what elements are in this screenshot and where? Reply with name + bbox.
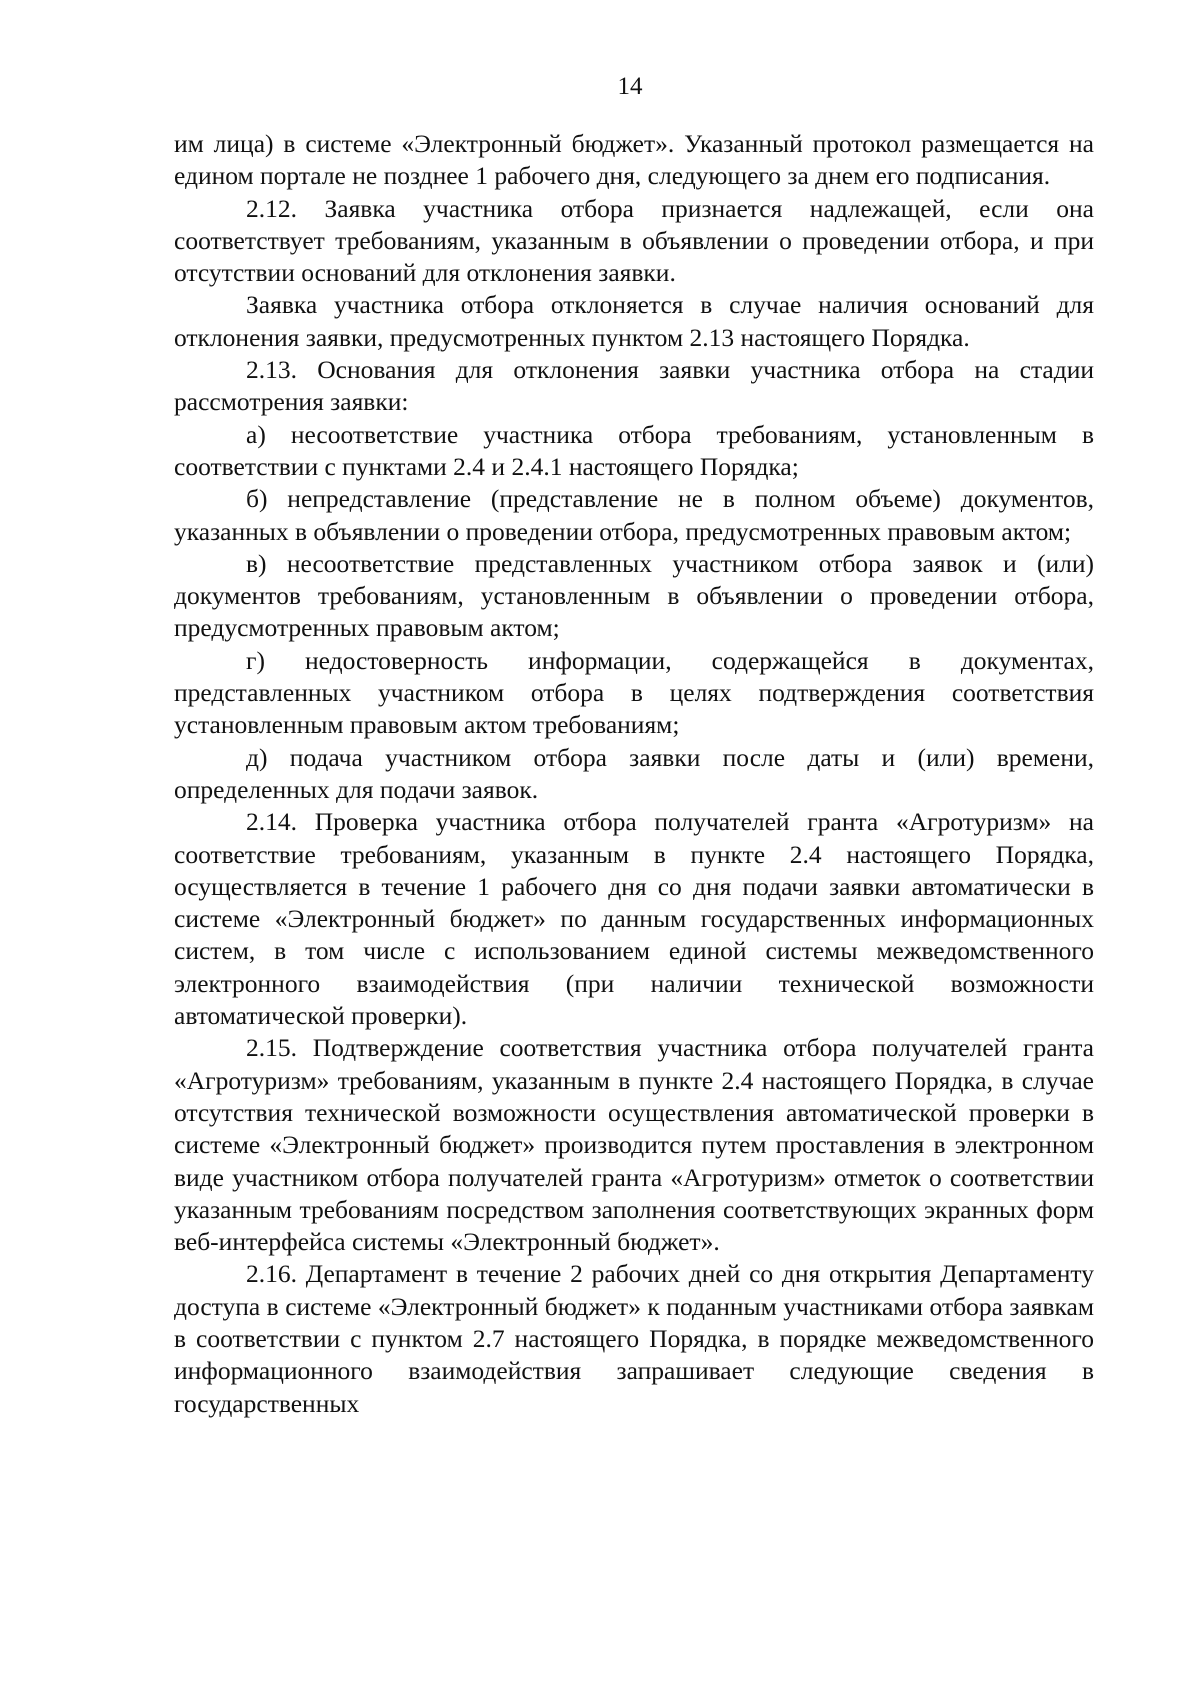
list-item-g: г) недостоверность информации, содержащейся в документах, представленных участником отбора в целях подтверждения соответствия установленным правовым актом требованиям; [174, 645, 1094, 740]
page-number: 14 [617, 73, 643, 100]
paragraph-2-16: 2.16. Департамент в течение 2 рабочих дней со дня открытия Департаменту доступа в системе «Электронный бюджет» к поданным участниками отбора заявкам в соответствии с пунктом 2.7 настоящего Порядка, в порядке межведомственного информационного взаимодействия запрашивает следующие сведения в государственных [174, 1259, 1094, 1418]
list-item-d: д) подача участником отбора заявки после даты и (или) времени, определенных для подачи заявок. [174, 742, 1094, 804]
paragraph-rejection-rule: Заявка участника отбора отклоняется в случае наличия оснований для отклонения заявки, предусмотренных пунктом 2.13 настоящего Порядка. [174, 290, 1094, 352]
list-item-a: а) несоответствие участника отбора требованиям, установленным в соответствии с пунктами 2.4 и 2.4.1 настоящего Порядка; [174, 419, 1094, 481]
paragraph-2-14: 2.14. Проверка участника отбора получателей гранта «Агротуризм» на соответствие требованиям, указанным в пункте 2.4 настоящего Порядка, осуществляется в течение 1 рабочего дня со дня подачи заявки автоматически в системе «Электронный бюджет» по данным государственных информационных систем, в том числе с использованием единой системы межведомственного электронного взаимодействия (при наличии технической возможности автоматической проверки). [174, 807, 1094, 1031]
document-body [174, 128, 1094, 1420]
paragraph-2-13: 2.13. Основания для отклонения заявки участника отбора на стадии рассмотрения заявки: [174, 355, 1094, 417]
paragraph-continuation: им лица) в системе «Электронный бюджет». Указанный протокол размещается на едином портале не позднее 1 рабочего дня, следующего за днем его подписания. [174, 129, 1094, 191]
paragraph-2-15: 2.15. Подтверждение соответствия участника отбора получателей гранта «Агротуризм» требованиям, указанным в пункте 2.4 настоящего Порядка, в случае отсутствия технической возможности осуществления автоматической проверки в системе «Электронный бюджет» производится путем проставления в электронном виде участником отбора получателей гранта «Агротуризм» отметок о соответствии указанным требованиям посредством заполнения соответствующих экранных форм веб-интерфейса системы «Электронный бюджет». [174, 1033, 1094, 1257]
list-item-b: б) непредставление (представление не в полном объеме) документов, указанных в объявлении о проведении отбора, предусмотренных правовым актом; [174, 484, 1094, 546]
list-item-v: в) несоответствие представленных участником отбора заявок и (или) документов требованиям, установленным в объявлении о проведении отбора, предусмотренных правовым актом; [174, 548, 1094, 643]
paragraph-2-12: 2.12. Заявка участника отбора признается надлежащей, если она соответствует требованиям, указанным в объявлении о проведении отбора, и при отсутствии оснований для отклонения заявки. [174, 193, 1094, 288]
